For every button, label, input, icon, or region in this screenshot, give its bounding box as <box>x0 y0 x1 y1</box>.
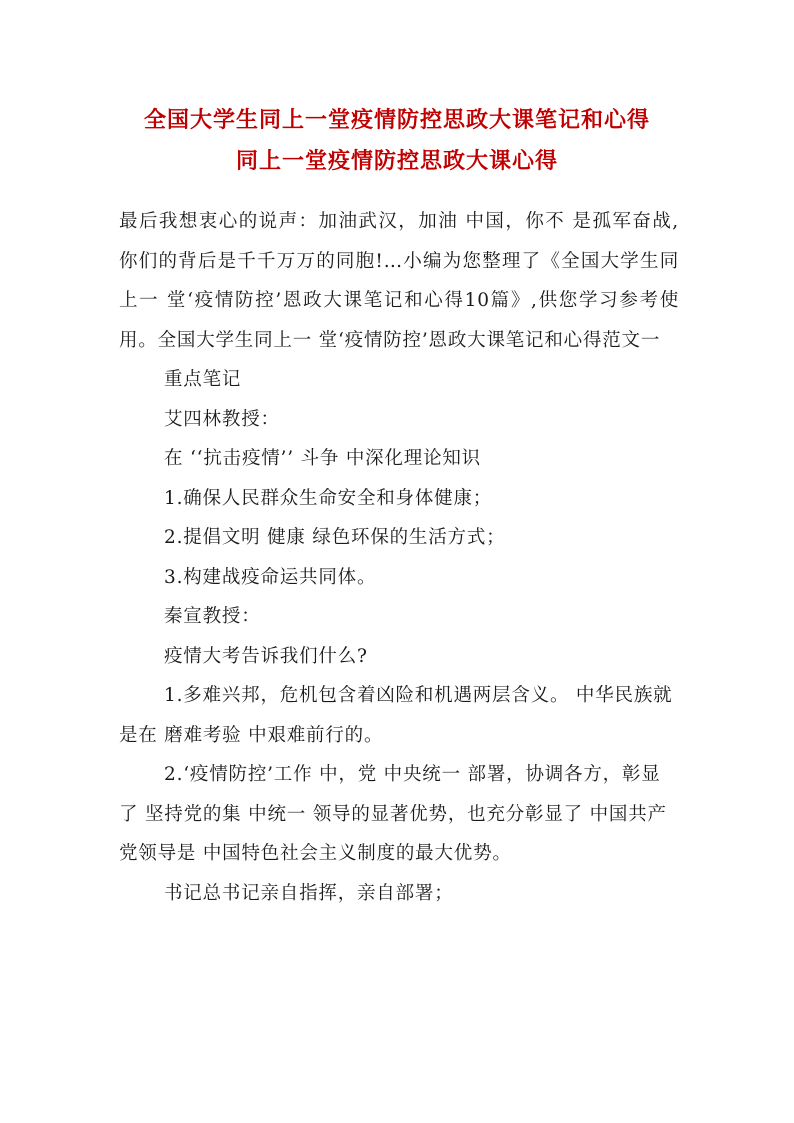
paragraph-speaker-qin: 秦宣教授： <box>164 606 261 627</box>
paragraph-point-3: 3.构建战疫命运共同体。 <box>164 566 377 588</box>
paragraph-answer-1: 1.多难兴邦，危机包含着凶险和机遇两层含义。 中华民族就是在 磨难考验 中艰难前行的。 <box>119 685 673 746</box>
paragraph-speaker-ai: 艾四林教授： <box>164 408 280 430</box>
document-subtitle: 同上一堂疫情防控思政大课心得 <box>235 149 558 174</box>
paragraph-question: 疫情大考告诉我们什么? <box>164 645 368 667</box>
intro-paragraph: 最后我想衷心的说声：加油武汉，加油 中国，你不 是孤军奋战,你们的背后是千千万万的同胞!…小编为您整理了《全国大学生同上一 堂‘疫情防控’恩政大课笔记和心得10篇》,供您学习参考使用。全国大学生同上一 堂‘疫情防控’恩政大课笔记和心得范文一 <box>119 211 679 351</box>
paragraph-answer-2: 2.‘疫情防控’工作 中，党 中央统一 部署，协调各方，彰显了 坚持党的集 中统一 领导的显著优势，也充分彰显了 中国共产党领导是 中国特色社会主义制度的最大优势。 <box>119 764 667 864</box>
document-title: 全国大学生同上一堂疫情防控思政大课笔记和心得 <box>143 108 650 133</box>
document-body <box>119 202 679 913</box>
paragraph-point-1: 1.确保人民群众生命安全和身体健康； <box>164 487 493 509</box>
paragraph-theme: 在 ‘‘抗击疫情’’ 斗争 中深化理论知识 <box>164 448 481 469</box>
paragraph-notes-heading: 重点笔记 <box>164 369 242 390</box>
paragraph-closing: 书记总书记亲自指挥，亲自部署； <box>164 882 454 904</box>
paragraph-point-2: 2.提倡文明 健康 绿色环保的生活方式； <box>164 527 506 548</box>
